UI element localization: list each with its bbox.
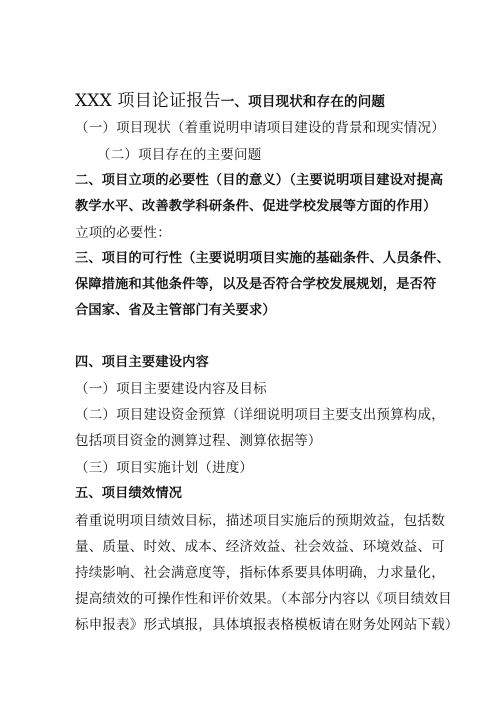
section-5-heading: 五、项目绩效情况: [75, 486, 183, 501]
section-5-para-3: 持续影响、社会满意度等，指标体系要具体明确，力求量化，: [75, 565, 445, 581]
report-title: XXX 项目论证报告: [75, 91, 221, 111]
section-1-heading: 一、项目现状和存在的问题: [220, 94, 386, 110]
section-5-para-5: 标申报表》形式填报，具体填报表格模板请在财务处网站下载）: [75, 617, 459, 633]
section-4-item-2-cont: 包括项目资金的测算过程、测算依据等）: [75, 433, 322, 449]
section-5-para-1: 着重说明项目绩效目标，描述项目实施后的预期效益，包括数: [75, 513, 445, 529]
section-4-item-3: （三）项目实施计划（进度）: [75, 460, 254, 476]
section-5-para-4: 提高绩效的可操作性和评价效果。（本部分内容以《项目绩效目: [75, 591, 452, 607]
document-title: [75, 92, 385, 111]
section-2-heading-cont: 教学水平、改善教学科研条件、促进学校发展等方面的作用）: [75, 199, 437, 214]
section-4-item-2: （二）项目建设资金预算（详细说明项目主要支出预算构成，: [75, 407, 445, 423]
section-1-item-1: （一）项目现状（着重说明申请项目建设的背景和现实情况）: [75, 120, 445, 136]
section-5-para-2: 量、质量、时效、成本、经济效益、社会效益、环境效益、可: [75, 539, 445, 555]
section-2-heading: 二、项目立项的必要性（目的意义）（主要说明项目建设对提高: [75, 173, 444, 188]
section-3-heading-cont-1: 保障措施和其他条件等，以及是否符合学校发展规划，是否符: [75, 277, 437, 292]
section-3-heading-cont-2: 合国家、省及主管部门有关要求）: [75, 303, 276, 318]
section-4-heading: 四、项目主要建设内容: [75, 355, 209, 370]
section-3-heading: 三、项目的可行性（主要说明项目实施的基础条件、人员条件、: [75, 251, 450, 266]
section-1-item-2: （二）项目存在的主要问题: [97, 147, 262, 163]
section-4-item-1: （一）项目主要建设内容及目标: [75, 381, 267, 397]
necessity-label: 立项的必要性：: [75, 225, 171, 241]
